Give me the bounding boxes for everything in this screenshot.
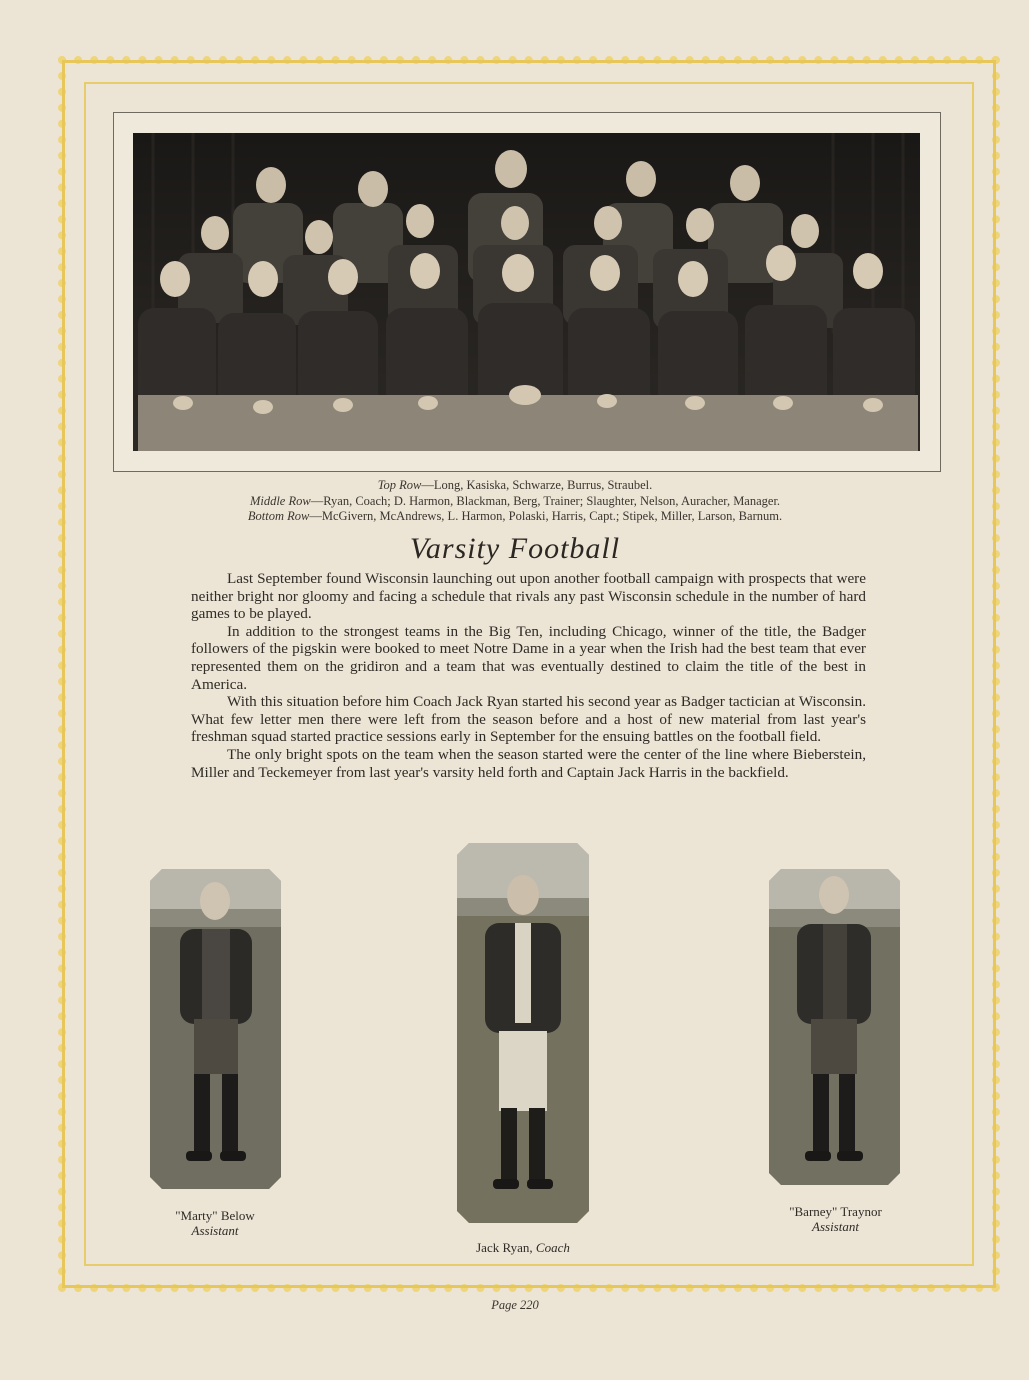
caption-top-label: Top Row — [377, 478, 422, 492]
portrait-below-role: Assistant — [191, 1223, 239, 1238]
paragraph: Last September found Wisconsin launching out upon another football campaign with prospects that were neither bright nor gloomy and facing a schedule that rivals any past Wisconsin schedule in the number of hard games to be played. — [191, 570, 866, 623]
caption-top-row — [150, 478, 880, 494]
paragraph: With this situation before him Coach Jack Ryan started his second year as Badger tactician at Wisconsin. What few letter men there were left from the season before and a host of new material from last year's freshman squad started practice sessions early in September for the ensuing battles on the football field. — [191, 693, 866, 746]
portrait-below-caption — [150, 1208, 280, 1238]
caption-bottom-row — [150, 509, 880, 525]
caption-bottom-names: —McGivern, McAndrews, L. Harmon, Polaski, Harris, Capt.; Stipek, Miller, Larson, Barnum. — [309, 509, 783, 523]
team-photo-caption — [150, 478, 880, 525]
portrait-traynor — [769, 869, 900, 1185]
portrait-traynor-caption — [768, 1204, 903, 1234]
portrait-ryan-name: Jack Ryan, — [476, 1240, 536, 1255]
page-number: Page 220 — [491, 1298, 539, 1312]
portrait-below — [150, 869, 281, 1189]
paragraph: In addition to the strongest teams in the Big Ten, including Chicago, winner of the title, the Badger followers of the pigskin were booked to meet Notre Dame in a year when the Irish had the best team that ever represented them on the gridiron and a team that was eventually destined to claim the title of the best in America. — [191, 622, 866, 693]
team-photo-graphic — [133, 133, 920, 451]
portrait-ryan-caption — [440, 1240, 606, 1255]
team-photo — [133, 133, 920, 451]
portrait-traynor-name: "Barney" Traynor — [789, 1204, 882, 1219]
caption-middle-row — [150, 494, 880, 510]
caption-middle-label: Middle Row — [249, 493, 311, 508]
caption-top-names: —Long, Kasiska, Schwarze, Burrus, Straubel. — [421, 478, 653, 492]
caption-middle-names: —Ryan, Coach; D. Harmon, Blackman, Berg, Trainer; Slaughter, Nelson, Auracher, Manager. — [310, 493, 781, 508]
portrait-traynor-graphic — [769, 869, 900, 1185]
portrait-traynor-role: Assistant — [812, 1219, 859, 1234]
portrait-ryan-role: Coach — [535, 1240, 570, 1255]
portrait-below-name: "Marty" Below — [175, 1208, 255, 1223]
portrait-ryan — [457, 843, 589, 1223]
article-body — [191, 570, 866, 781]
portrait-below-graphic — [150, 869, 281, 1189]
caption-bottom-label: Bottom Row — [247, 509, 310, 523]
portrait-ryan-graphic — [457, 843, 589, 1223]
page-title: Varsity Football — [409, 532, 621, 565]
paragraph: The only bright spots on the team when the season started were the center of the line where Bieberstein, Miller and Teckemeyer from last year's varsity held forth and Captain Jack Harris in the backfield. — [191, 745, 866, 781]
